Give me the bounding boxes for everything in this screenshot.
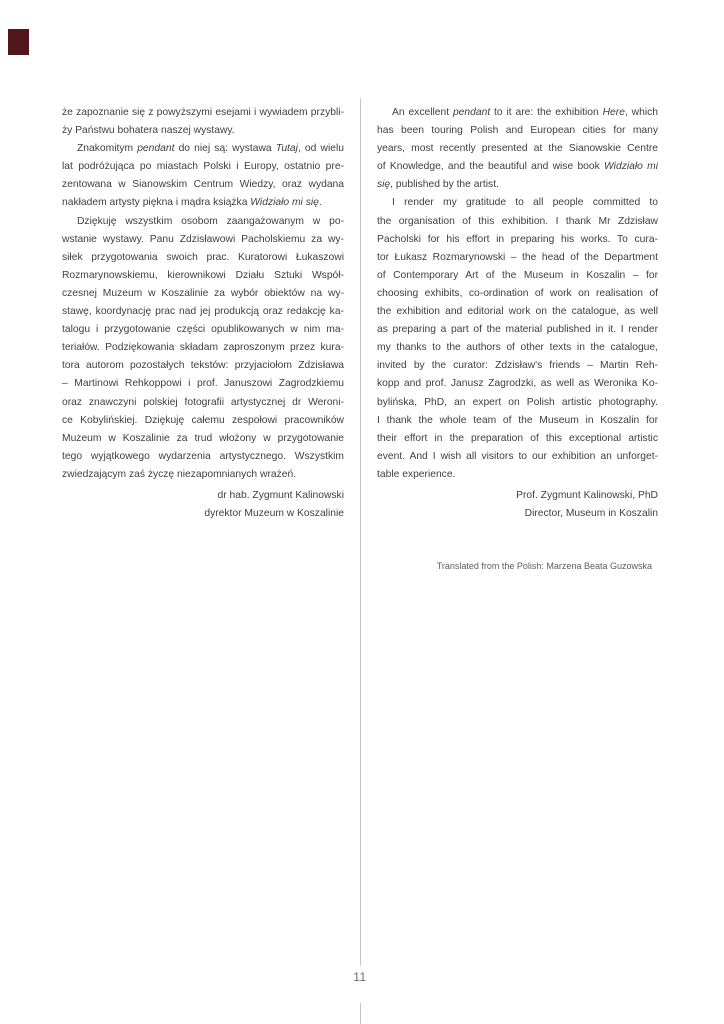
paragraph: [62, 104, 344, 140]
text-line: ce Kobylińskiej. Dziękuję całemu zespołowi pracowników: [62, 414, 344, 426]
text-line: teriałów. Podziękowania składam zaproszonym przez kura-: [62, 342, 344, 354]
text-line: kopp and prof. Janusz Zagrodzki, as well as Weronika Ko-: [377, 378, 658, 390]
text-line: their effort in the preparation of this exceptional artistic: [377, 432, 658, 444]
text-line: bylińska, PhD, an expert on Polish artistic photography.: [377, 396, 658, 408]
text-line: my thanks to the authors of other texts in the catalogue,: [377, 342, 658, 354]
left-column: [62, 104, 344, 523]
text-line: event. And I wish all visitors to our exhibition an unforget-: [377, 450, 658, 462]
text-line: tego wyjątkowego wydarzenia artystycznego. Wszystkim: [62, 450, 344, 462]
text-line: zwiedzającym zaś życzę niezapomnianych wrażeń.: [62, 468, 297, 480]
text-line: the exhibition and editorial work on the catalogue, as well: [377, 306, 658, 318]
text-line: Dziękuję wszystkim osobom zaangażowanym w po-: [77, 215, 344, 227]
right-signature: [377, 487, 658, 523]
right-column-text: [377, 104, 658, 484]
text-line: zentowana w Sianowskim Centrum Wiedzy, oraz wydana: [62, 179, 344, 191]
text-line: oraz znawczyni polskiej fotografii artystycznej dr Weroni-: [62, 396, 344, 408]
text-line: table experience.: [377, 468, 456, 480]
text-line: I render my gratitude to all people committed to: [392, 197, 658, 209]
corner-mark: [8, 29, 29, 55]
text-line: has been touring Polish and European cities for many: [377, 125, 658, 137]
text-line: I thank the whole team of the Museum in Koszalin for: [377, 414, 658, 426]
text-line: tor Łukasz Rozmarynowski – the head of the Department: [377, 251, 658, 263]
signature-name: Prof. Zygmunt Kalinowski, PhD: [516, 489, 658, 501]
text-line: że zapoznanie się z powyższymi esejami i wywiadem przybli-: [62, 107, 344, 118]
paragraph: [62, 213, 344, 484]
left-signature: [62, 487, 344, 523]
text-line: stawę, koordynację prac nad jej produkcją oraz redakcję ka-: [62, 306, 344, 318]
text-line: Pacholski for his effort in preparing his works. To cura-: [377, 233, 658, 245]
paragraph: [62, 140, 344, 212]
paragraph: [377, 104, 658, 194]
text-line: years, most recently presented at the Sianowskie Centre: [377, 143, 658, 155]
text-line: tora autorom pozostałych tekstów: przyjaciołom Zdzisława: [62, 360, 344, 372]
signature-title: Director, Museum in Koszalin: [524, 508, 658, 520]
page-number: 11: [353, 970, 367, 984]
text-line: ży Państwu bohatera naszej wystawy.: [62, 125, 235, 137]
text-line: wstanie wystawy. Panu Zdzisławowi Pacholskiemu za wy-: [62, 233, 344, 245]
text-line: lat podróżująca po miastach Polski i Europy, ostatnio pre-: [62, 161, 344, 173]
text-line: Muzeum w Koszalinie za trud włożony w przygotowanie: [62, 432, 344, 444]
column-divider-line: [360, 98, 361, 966]
text-line: as preparing a part of the material published in it. I render: [377, 324, 658, 336]
left-column-text: [62, 104, 344, 484]
text-line: of Knowledge, and the beautiful and wise book Widziało mi: [377, 161, 658, 173]
text-line: czesnej Muzeum w Koszalinie za wybór obiektów na wy-: [62, 287, 344, 299]
text-line: the organisation of this exhibition. I thank Mr Zdzisław: [377, 215, 658, 227]
text-line: Rozmarynowskiemu, kierownikowi Działu Sztuki Współ-: [62, 269, 344, 281]
text-line: siłek przygotowania swoich prac. Kuratorowi Łukaszowi: [62, 251, 344, 263]
text-line: się, published by the artist.: [377, 179, 499, 191]
text-line: Znakomitym pendant do niej są: wystawa Tutaj, od wielu: [77, 143, 344, 155]
text-line: An excellent pendant to it are: the exhibition Here, which: [392, 107, 658, 118]
text-line: nakładem artysty piękna i mądra książka Widziało mi się.: [62, 197, 322, 209]
paragraph: [377, 194, 658, 484]
text-line: invited by the curator: Zdzisław's friends – Martin Reh-: [377, 360, 658, 372]
column-divider-line-bottom: [360, 1003, 361, 1024]
signature-title: dyrektor Muzeum w Koszalinie: [204, 508, 344, 520]
text-line: of Contemporary Art of the Museum in Koszalin – for: [377, 269, 658, 281]
translator-note: Translated from the Polish: Marzena Beata Guzowska: [436, 561, 652, 572]
text-line: – Martinowi Rehkoppowi i prof. Januszowi Zagrodzkiemu: [62, 378, 344, 390]
signature-name: dr hab. Zygmunt Kalinowski: [217, 489, 344, 501]
right-column: [377, 104, 658, 572]
text-line: choosing exhibits, co-ordination of work on realisation of: [377, 287, 658, 299]
text-line: talogu i przygotowanie części opublikowanych w nim ma-: [62, 324, 344, 336]
